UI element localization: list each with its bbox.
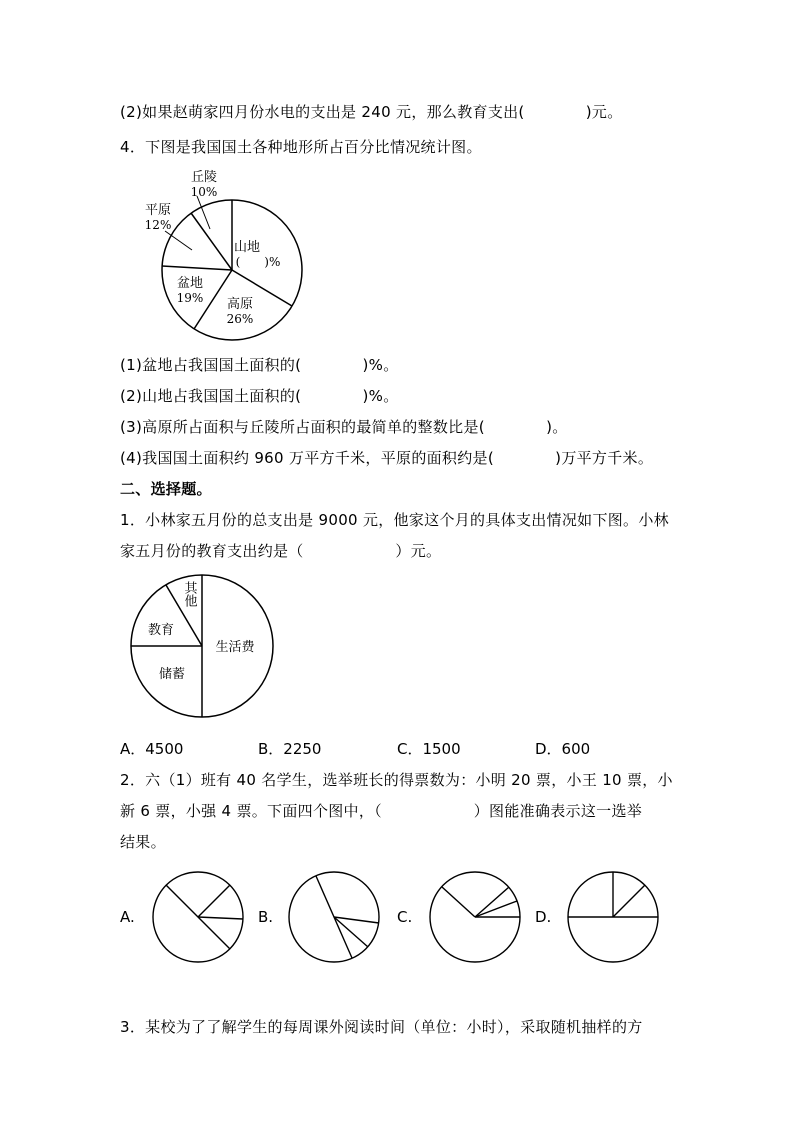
mc2-option-c-label[interactable]: C.: [397, 908, 413, 926]
mc2-option-a-pie[interactable]: [150, 869, 246, 965]
q4-part4: (4)我国国土面积约 960 万平方千米，平原的面积约是( )万平方千米。: [120, 449, 654, 467]
terrain-pie-chart: [145, 163, 345, 343]
expense-pie-chart: [128, 572, 278, 722]
label-living-cost: 生活费: [215, 640, 255, 655]
q4-stem: 4．下图是我国国土各种地形所占百分比情况统计图。: [120, 138, 482, 156]
mc2-option-b-label[interactable]: B.: [258, 908, 274, 926]
value-hill: 10%: [190, 185, 218, 199]
mc2-option-b-pie[interactable]: [286, 869, 382, 965]
label-hill: 丘陵: [190, 170, 218, 185]
pie-a-split1: [198, 885, 230, 917]
q4-part2: (2)山地占我国国土面积的( )%。: [120, 387, 399, 405]
mc1-option-b[interactable]: B．2250: [258, 740, 322, 758]
section-2-title: 二、选择题。: [120, 480, 212, 498]
slice-line-plain-hill: [191, 213, 232, 270]
label-savings: 储蓄: [158, 667, 186, 682]
pie-d-split2: [613, 885, 645, 917]
mc1-option-d[interactable]: D．600: [535, 740, 591, 758]
label-basin: 盆地: [176, 276, 204, 291]
value-plain: 12%: [145, 218, 172, 232]
mc1-line2: 家五月份的教育支出约是（ ）元。: [120, 542, 442, 560]
pie-a-split2: [198, 917, 243, 919]
mc2-option-c-pie[interactable]: [427, 869, 523, 965]
q4-part3: (3)高原所占面积与丘陵所占面积的最简单的整数比是( )。: [120, 418, 568, 436]
pie-c-split4: [475, 901, 517, 917]
q3-part2-text: (2)如果赵萌家四月份水电的支出是 240 元，那么教育支出( )元。: [120, 103, 623, 121]
mc1-line1: 1．小林家五月份的总支出是 9000 元，他家这个月的具体支出情况如下图。小林: [120, 511, 669, 529]
slice-line-basin-plain: [162, 266, 232, 270]
q4-part1: (1)盆地占我国国土面积的( )%。: [120, 356, 399, 374]
pie-c-split1: [442, 887, 475, 917]
mc1-option-a[interactable]: A．4500: [120, 740, 184, 758]
value-mountain: ( )%: [235, 255, 281, 269]
label-plain: 平原: [145, 203, 172, 218]
mc3-line1: 3．某校为了了解学生的每周课外阅读时间（单位：小时），采取随机抽样的方: [120, 1018, 643, 1036]
mc2-option-d-label[interactable]: D.: [535, 908, 552, 926]
label-mountain: 山地: [233, 240, 261, 255]
label-other: 其他: [181, 581, 197, 607]
mc2-option-d-pie[interactable]: [565, 869, 661, 965]
mc2-line3: 结果。: [120, 833, 166, 851]
mc2-option-a-label[interactable]: A.: [120, 908, 135, 926]
value-plateau: 26%: [226, 312, 254, 326]
label-plateau: 高原: [226, 297, 254, 312]
pie-c-split3: [475, 887, 509, 917]
mc2-line1: 2．六（1）班有 40 名学生，选举班长的得票数为：小明 20 票，小王 10 票，小: [120, 771, 673, 789]
mc1-option-c[interactable]: C．1500: [397, 740, 461, 758]
label-education: 教育: [147, 623, 175, 638]
value-basin: 19%: [176, 291, 204, 305]
mc2-line2: 新 6 票，小强 4 票。下面四个图中，（ ）图能准确表示这一选举: [120, 802, 643, 820]
